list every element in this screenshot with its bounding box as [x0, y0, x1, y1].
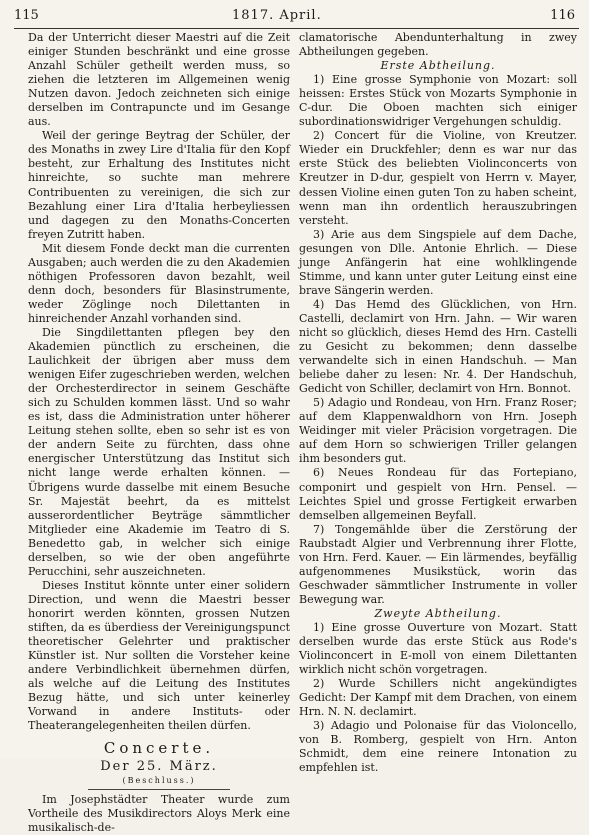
- page-header: [14, 8, 579, 28]
- part-heading: Erste Abtheilung.: [380, 59, 496, 73]
- paragraph: Weil der geringe Beytrag der Schüler, der des Monaths in zwey Lire d'Italia für den Kopf besteht, zur Erhaltung des Institutes nicht hinreichte, so suchte man mehrere Contribuenten zu vereinigen, die sich zur Bezahlung einer Lira d'Italia herbeyliessen und dagegen zu den Monaths-Concerten freyen Zutritt haben.: [28, 129, 290, 241]
- right-column: [299, 31, 577, 775]
- program-item: 1) Eine grosse Ouverture von Mozart. Statt derselben wurde das erste Stück aus Rode's Violinconcert in E-moll von einem Dilettanten wirklich nicht schön vorgetragen.: [299, 620, 577, 677]
- program-item: 1) Eine grosse Symphonie von Mozart: soll heissen: Erstes Stück von Mozarts Symphonie in C-dur. Die Oboen machten sich einiger subordinationswidriger Vergehungen schuldig.: [299, 73, 577, 129]
- program-item: 2) Concert für die Violine, von Kreutzer. Wieder ein Druckfehler; denn es war nur das erste Stück des beliebten Violinconcerts von Kreutzer in D-dur, gespielt von Herrn v. Mayer, dessen Violine einen guten Ton zu haben scheint, wenn man ihn ordentlich herauszubringen versteht.: [299, 129, 577, 227]
- paragraph: Im Josephstädter Theater wurde zum Vortheile des Musikdirectors Aloys Merk eine musikalisch-de-: [28, 793, 290, 835]
- paragraph: clamatorische Abendunterhaltung in zwey Abtheilungen gegeben.: [299, 31, 577, 59]
- paragraph: Mit diesem Fonde deckt man die currenten Ausgaben; auch werden die zu den Akademien nöthigen Professoren davon bezahlt, weil denn doch, besonders für Blasinstrumente, weder Zöglinge noch Dilettanten in hinreichender Anzahl vorhanden sind.: [28, 241, 290, 325]
- program-item: 2) Wurde Schillers nicht angekündigtes Gedicht: Der Kampf mit dem Drachen, von einem Hrn. N. N. declamirt.: [299, 677, 577, 719]
- date-heading: Der 25. März.: [100, 759, 218, 775]
- program-item: 5) Adagio und Rondeau, von Hrn. Franz Roser; auf dem Klappenwaldhorn von Hrn. Joseph Weidinger mit vieler Präcision vorgetragen. Die auf dem Horn so schwierigen Triller gelangen ihm besonders gut.: [299, 396, 577, 466]
- page-number-left: 115: [14, 8, 39, 23]
- program-item: 4) Das Hemd des Glücklichen, von Hrn. Castelli, declamirt von Hrn. Jahn. — Wir waren nicht so glücklich, dieses Hemd des Hrn. Castelli zu Gesicht zu bekommen; denn dasselbe verwandelte sich in einen Handschuh. — Man beliebe daher zu lesen: Nr. 4. Der Handschuh, Gedicht von Schiller, declamirt von Hrn. Bonnot.: [299, 297, 577, 396]
- program-item: 3) Arie aus dem Singspiele auf dem Dache, gesungen von Dlle. Antonie Ehrlich. — Diese junge Anfängerin hat eine wohlklingende Stimme, und kann unter guter Leitung einst eine brave Sängerin werden.: [299, 227, 577, 297]
- page-number-right: 116: [550, 8, 575, 23]
- paragraph: Dieses Institut könnte unter einer solidern Direction, und wenn die Maestri besser honorirt werden könnten, grossen Nutzen stiften, da es überdiess der Vereinigungspunct theoretischer Gelehrter und praktischer Künstler ist. Nur sollten die Vorsteher keine andere Verbindlichkeit übernehmen dürfen, als welche auf die Leitung des Institutes Bezug hätte, und sich unter keinerley Vorwand in andere Instituts- oder Theaterangelegenheiten theilen dürfen.: [28, 578, 290, 733]
- continuation-note: (Beschluss.): [122, 776, 196, 786]
- paragraph: Die Singdilettanten pflegen bey den Akademien pünctlich zu erscheinen, die Laulichkeit der übrigen aber muss dem wenigen Eifer zugeschrieben werden, welchen der Orchesterdirector in seinem Geschäfte sich zu Schulden kommen lässt. Und so wahr es ist, dass die Administration unter höherer Leitung stehen sollte, eben so sehr ist es von der andern Seite zu fürchten, dass ohne energischer Unterstützung das Institut sich nicht lange werde erhalten können. — Übrigens wurde dasselbe mit einem Besuche Sr. Majestät beehrt, da es mittelst ausserordentlicher Beyträge sämmtlicher Mitglieder eine Akademie im Teatro di S. Benedetto gab, in welcher sich einige derselben, so wie der oben angeführte Perucchini, sehr auszeichneten.: [28, 325, 290, 578]
- part-heading: Zweyte Abtheilung.: [374, 606, 502, 620]
- issue-date: 1817. April.: [232, 8, 322, 23]
- program-item: 6) Neues Rondeau für das Fortepiano, componirt und gespielt von Hrn. Pensel. — Leichtes Spiel und grosse Fertigkeit erwarben demselben allgemeinen Beyfall.: [299, 466, 577, 522]
- section-divider: [88, 789, 230, 790]
- program-item: 3) Adagio und Polonaise für das Violoncello, von B. Romberg, gespielt von Hrn. Anton Schmidt, dem eine reinere Intonation zu empfehlen ist.: [299, 719, 577, 775]
- header-rule: [14, 28, 579, 29]
- program-item: 7) Tongemählde über die Zerstörung der Raubstadt Algier und Verbrennung ihrer Flotte, von Hrn. Ferd. Kauer. — Ein lärmendes, beyfällig aufgenommenes Musikstück, worin das Geschwader sämmtlicher Instrumente in voller Bewegung war.: [299, 522, 577, 606]
- left-column: [28, 31, 290, 835]
- section-title: Concerte.: [103, 739, 215, 758]
- paragraph: Da der Unterricht dieser Maestri auf die Zeit einiger Stunden beschränkt und eine grosse Anzahl Schüler getheilt werden muss, so ziehen die letzteren im Allgemeinen wenig Nutzen davon. Jedoch zeichneten sich einige derselben im Contrapuncte und im Gesange aus.: [28, 31, 290, 129]
